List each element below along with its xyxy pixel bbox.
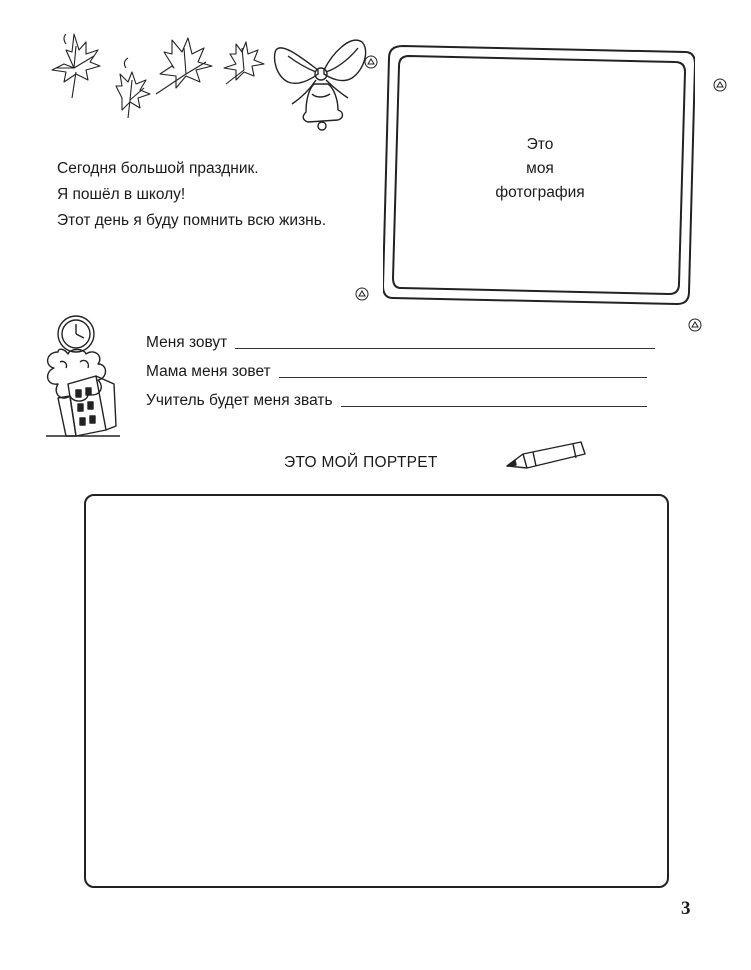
mom-label: Мама меня зовет [146, 363, 271, 380]
clock-tower-icon [40, 312, 124, 440]
intro-text [57, 156, 326, 234]
form-row-teacher [146, 392, 647, 410]
teacher-label: Учитель будет меня звать [146, 392, 333, 409]
photo-corner-icon [364, 55, 378, 69]
photo-line-3: фотография [495, 184, 585, 201]
teacher-input-line[interactable] [341, 406, 647, 407]
photo-line-1: Это [526, 136, 554, 153]
photo-corner-icon [688, 318, 702, 332]
intro-line-3: Этот день я буду помнить всю жизнь. [57, 212, 327, 229]
photo-line-2: моя [526, 160, 554, 177]
mom-input-line[interactable] [279, 377, 647, 378]
portrait-drawing-area[interactable] [84, 494, 669, 888]
intro-line-1: Сегодня большой праздник. [57, 160, 259, 177]
page-number: 3 [681, 898, 691, 919]
form-row-name [146, 334, 655, 352]
maple-leaves-icon [36, 28, 276, 123]
bell-with-bow-icon [272, 28, 372, 132]
portrait-title: ЭТО МОЙ ПОРТРЕТ [284, 454, 438, 471]
form-row-mom [146, 363, 647, 381]
name-label: Меня зовут [146, 334, 228, 351]
name-input-line[interactable] [235, 348, 655, 349]
intro-line-2: Я пошёл в школу! [57, 186, 186, 203]
pencil-icon [503, 438, 589, 472]
photo-corner-icon [355, 287, 369, 301]
photo-placeholder-text [460, 133, 620, 205]
photo-corner-icon [713, 78, 727, 92]
